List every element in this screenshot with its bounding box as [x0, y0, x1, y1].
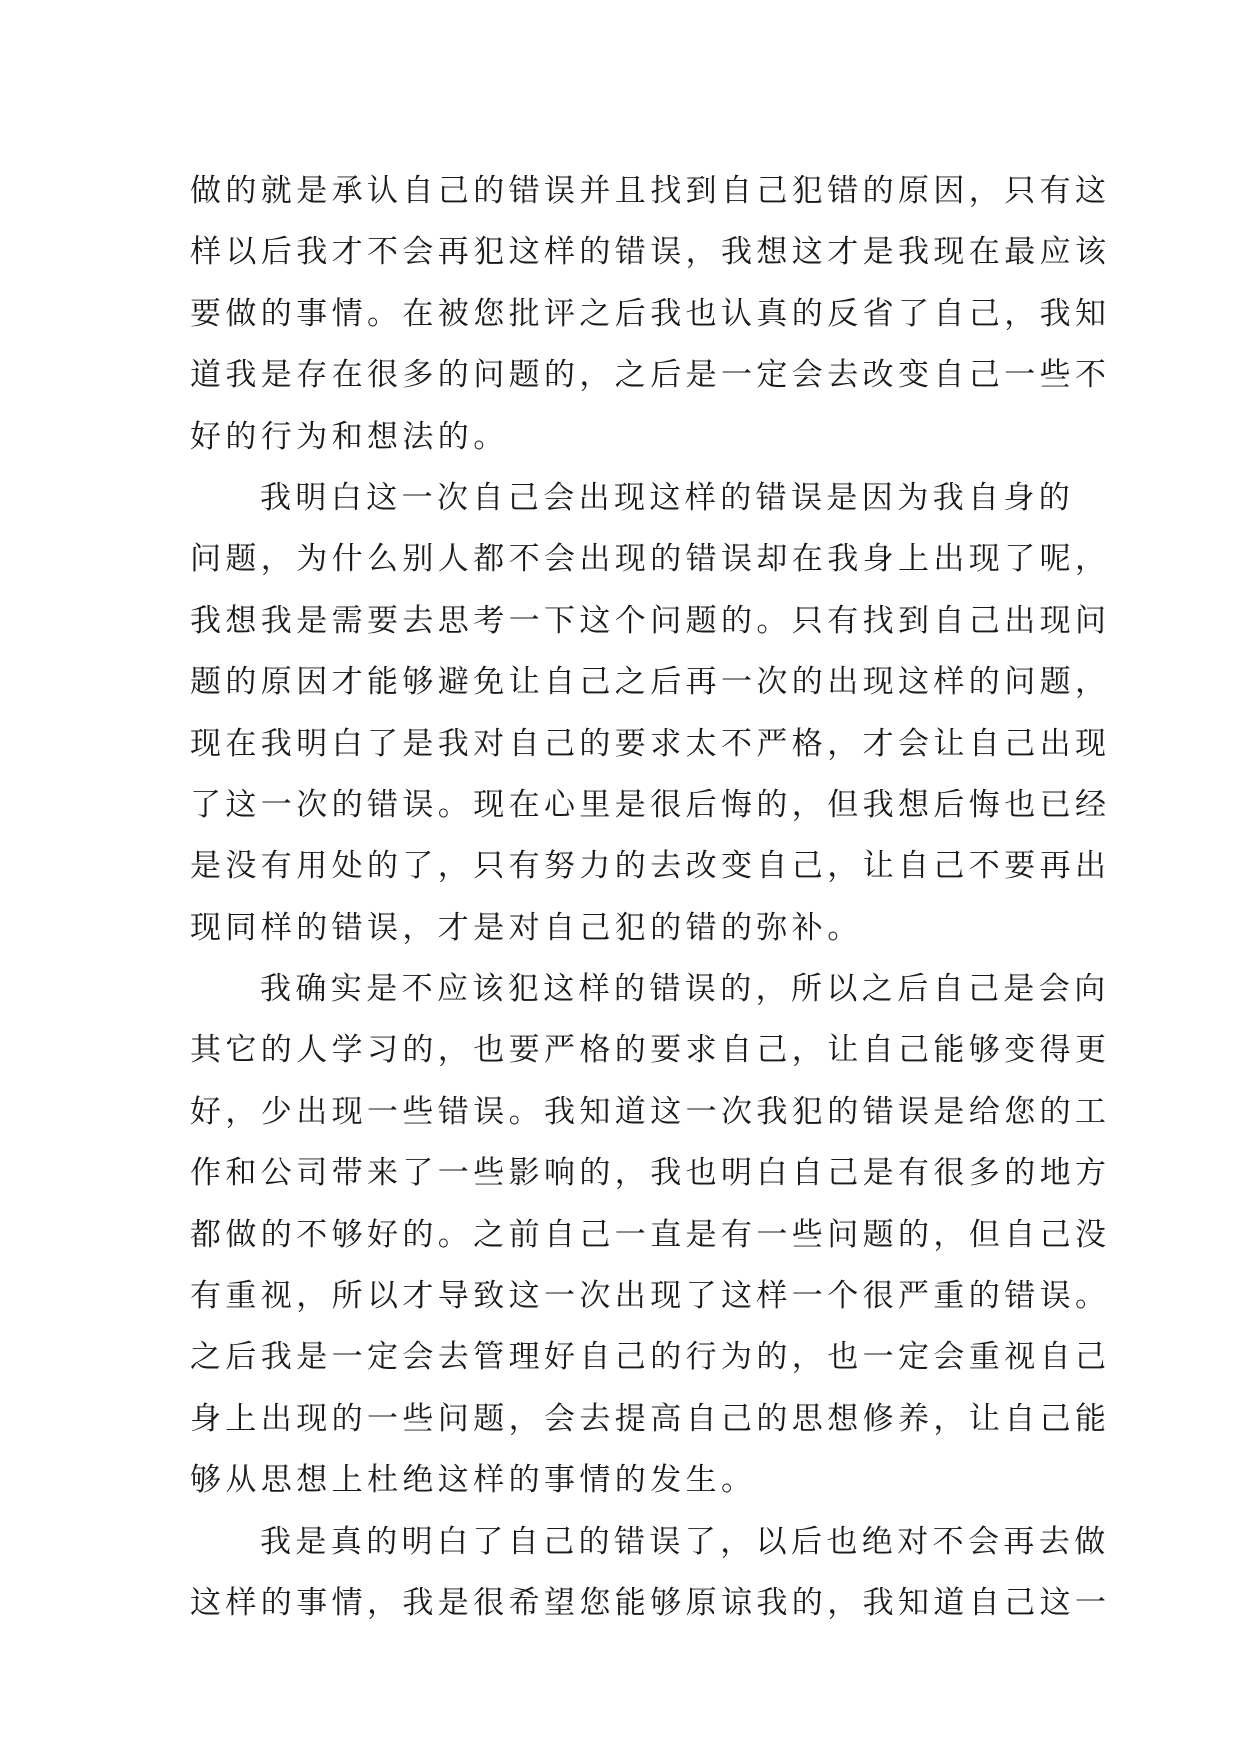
text-line: 道我是存在很多的问题的，之后是一定会去改变自己一些不	[190, 357, 1111, 394]
text-line: 好，少出现一些错误。我知道这一次我犯的错误是给您的工	[190, 1093, 1111, 1130]
text-line: 题的原因才能够避免让自己之后再一次的出现这样的问题，	[190, 664, 1111, 701]
document-body	[190, 161, 1111, 1634]
text-line: 样以后我才不会再犯这样的错误，我想这才是我现在最应该	[190, 234, 1111, 271]
text-line: 我想我是需要去思考一下这个问题的。只有找到自己出现问	[190, 602, 1111, 639]
text-line: 现同样的错误，才是对自己犯的错的弥补。	[190, 909, 863, 946]
text-line: 现在我明白了是我对自己的要求太不严格，才会让自己出现	[190, 725, 1111, 762]
text-line: 好的行为和想法的。	[190, 418, 509, 455]
text-line: 作和公司带来了一些影响的，我也明白自己是有很多的地方	[190, 1155, 1111, 1192]
text-line: 都做的不够好的。之前自己一直是有一些问题的，但自己没	[190, 1216, 1111, 1253]
paragraph-first-line: 我是真的明白了自己的错误了，以后也绝对不会再去做	[260, 1523, 1110, 1560]
text-line: 这样的事情，我是很希望您能够原谅我的，我知道自己这一	[190, 1584, 1111, 1621]
paragraph-first-line: 我明白这一次自己会出现这样的错误是因为我自身的	[260, 479, 1075, 516]
text-line: 够从思想上杜绝这样的事情的发生。	[190, 1462, 757, 1499]
text-line: 之后我是一定会去管理好自己的行为的，也一定会重视自己	[190, 1339, 1111, 1376]
text-line: 其它的人学习的，也要严格的要求自己，让自己能够变得更	[190, 1032, 1111, 1069]
text-line: 身上出现的一些问题，会去提高自己的思想修养，让自己能	[190, 1400, 1111, 1437]
text-line: 做的就是承认自己的错误并且找到自己犯错的原因，只有这	[190, 173, 1111, 209]
text-line: 了这一次的错误。现在心里是很后悔的，但我想后悔也已经	[190, 786, 1111, 823]
text-line: 有重视，所以才导致这一次出现了这样一个很严重的错误。	[190, 1278, 1111, 1315]
text-line: 是没有用处的了，只有努力的去改变自己，让自己不要再出	[190, 848, 1111, 885]
text-line: 问题，为什么别人都不会出现的错误却在我身上出现了呢，	[190, 541, 1111, 578]
text-line: 要做的事情。在被您批评之后我也认真的反省了自己，我知	[190, 295, 1111, 332]
paragraph-first-line: 我确实是不应该犯这样的错误的，所以之后自己是会向	[260, 971, 1110, 1008]
